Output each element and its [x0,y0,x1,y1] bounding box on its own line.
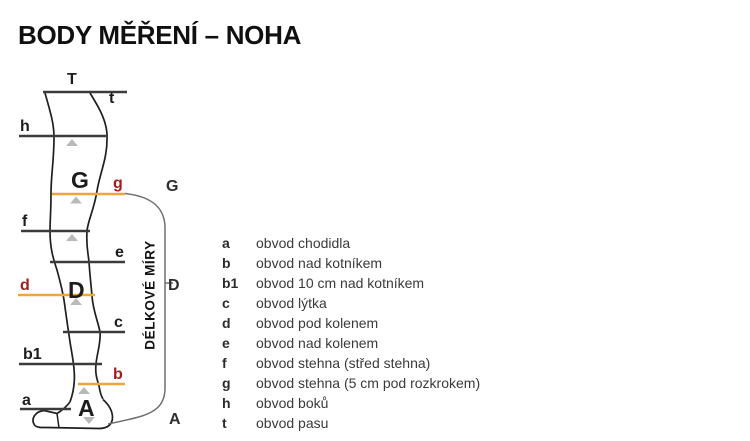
point-label-D-big: D [68,277,85,303]
point-label-a: a [22,392,31,409]
bracket-label-G: G [166,178,179,195]
legend-item-b [222,253,480,273]
legend-key: c [222,295,230,311]
bracket-label-A: A [169,411,181,428]
point-label-f: f [22,213,28,230]
leg-right-contour [87,93,107,399]
point-label-T: T [67,71,77,88]
legend-item-e [222,333,480,353]
legend-text: obvod pasu [256,415,329,431]
legend [222,233,480,433]
legend-text: obvod 10 cm nad kotníkem [256,275,425,291]
legend-key: e [222,335,230,351]
point-label-A-big: A [78,395,95,421]
legend-key: d [222,315,231,331]
legend-key: b [222,255,231,271]
leg-left-contour [45,93,74,402]
toe-cap-line [57,414,59,429]
page-title: BODY MĚŘENÍ – NOHA [18,20,302,50]
legend-text: obvod stehna (střed stehna) [256,355,431,371]
legend-key: g [222,375,231,391]
point-label-d-red: d [20,277,30,294]
marker-triangle-g [70,197,82,204]
point-label-c: c [114,314,123,331]
legend-text: obvod stehna (5 cm pod rozkrokem) [256,375,481,391]
point-label-h: h [20,118,30,135]
legend-key: f [222,355,227,371]
point-label-b1: b1 [23,346,42,363]
legend-item-g [222,373,480,393]
foot-outline [33,400,112,429]
point-label-b-red: b [113,366,123,383]
legend-item-b1 [222,273,480,293]
legend-item-t [222,413,480,433]
legend-text: obvod lýtka [256,295,327,311]
point-label-t: t [109,90,115,107]
length-measures-axis-label: DÉLKOVÉ MÍRY [142,240,158,350]
legend-text: obvod nad kotníkem [256,255,383,271]
legend-text: obvod boků [256,395,329,411]
marker-triangle-b [78,387,90,394]
legend-item-h [222,393,480,413]
legend-text: obvod pod kolenem [256,315,379,331]
legend-text: obvod nad kolenem [256,335,379,351]
legend-key: a [222,235,230,251]
legend-item-f [222,353,480,373]
legend-key: h [222,395,231,411]
bracket-label-D: D [168,277,180,294]
marker-triangle-h [66,139,78,146]
legend-key: b1 [222,275,239,291]
point-label-G-big: G [71,167,89,193]
legend-item-d [222,313,480,333]
legend-key: t [222,415,227,431]
point-label-e: e [115,244,124,261]
point-label-g-red: g [113,175,123,192]
legend-item-a [222,233,480,253]
legend-item-c [222,293,480,313]
legend-text: obvod chodidla [256,235,351,251]
marker-triangle-f [66,234,78,241]
